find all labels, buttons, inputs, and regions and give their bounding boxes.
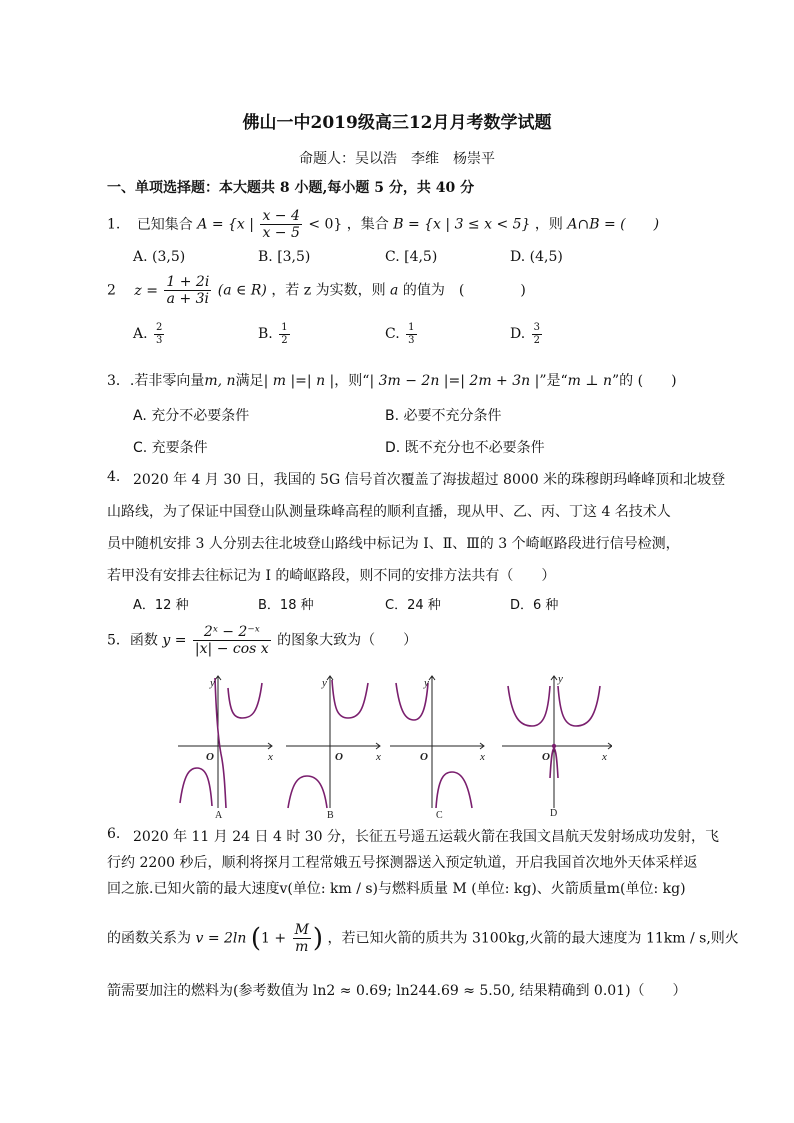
q6-number: 6. <box>107 826 121 842</box>
q3-mid2: ”是“ <box>539 373 568 389</box>
graph-b-origin: O <box>335 751 343 763</box>
q6-line-5: 箭需要加注的燃料为(参考数值为 ln2 ≈ 0.69; ln244.69 ≈ 5.50, 结果精确到 0.01)（ ） <box>107 983 687 999</box>
graph-c-label: C <box>436 810 443 820</box>
q3-option-c: C. 充要条件 <box>133 440 208 456</box>
q2-fraction <box>164 274 211 307</box>
q2-option-b-value <box>279 322 289 346</box>
q1-setA: A = {x | <box>197 216 254 233</box>
q4-option-b: B．18 种 <box>258 598 314 613</box>
graph-a <box>178 676 272 808</box>
q2-option-b-label: B. <box>258 326 273 342</box>
q3-stem: 3．.若非零向量 <box>107 373 205 389</box>
graph-c <box>390 676 484 808</box>
q4-number: 4. <box>107 469 121 485</box>
q2-frac-num: 1 + 2i <box>166 274 210 290</box>
q2-option-a-label: A. <box>133 326 148 342</box>
q2-option-c-label: C. <box>385 326 400 342</box>
q2-condition: (a ∈ R) <box>217 282 267 299</box>
graph-a-origin: O <box>206 751 214 763</box>
q6-line4-b: ，若已知火箭的质共为 3100kg,火箭的最大速度为 11km / s,则火 <box>327 930 739 947</box>
q1-stem-b: ，集合 <box>346 216 389 233</box>
q1-fraction <box>260 208 301 241</box>
q1-option-b: B. [3,5) <box>258 249 311 265</box>
q6-formula-left: v = 2ln <box>195 930 247 947</box>
q6-line-1: 2020 年 11 月 24 日 4 时 30 分，长征五号遥五运载火箭在我国文昌航天发射场成功发射，飞 <box>133 829 720 845</box>
q3-tail: ”的 ( ) <box>612 373 677 389</box>
q1-option-c: C. [4,5) <box>385 249 438 265</box>
question-3 <box>107 370 677 390</box>
q4-line-2: 山路线，为了保证中国登山队测量珠峰高程的顺利直播，现从甲、乙、丙、丁这 4 名技术人 <box>107 504 671 520</box>
graph-a-y-label: y <box>210 677 215 689</box>
q1-frac-den: x − 5 <box>262 225 300 242</box>
q6-paren-open: ( <box>250 923 262 954</box>
q6-paren-close: ) <box>312 923 324 954</box>
graph-a-x-label: x <box>268 751 273 763</box>
q1-stem-a: 已知集合 <box>136 216 193 233</box>
q2-option-b <box>258 322 292 346</box>
graph-d-x-label: x <box>602 751 607 763</box>
q2-option-a <box>133 322 166 346</box>
q5-stem: 5．函数 <box>107 632 158 649</box>
q3-option-b: B. 必要不充分条件 <box>385 408 502 424</box>
q3-option-d: D. 既不充分也不必要条件 <box>385 440 545 456</box>
q2-stem-tail: 的值为 ( ) <box>402 282 526 299</box>
q2-option-d-value <box>532 322 542 346</box>
q5-frac-num: 2ˣ − 2⁻ˣ <box>193 624 271 641</box>
authors-line: 命题人：吴以浩 李维 杨崇平 <box>299 151 495 167</box>
q1-setB: B = {x | 3 ≤ x < 5} <box>393 216 531 233</box>
q6-frac-num: M <box>294 922 309 938</box>
graph-d-origin: O <box>542 751 550 763</box>
graph-b-x-label: x <box>376 751 381 763</box>
q2-z: z = <box>134 282 158 299</box>
q2-option-c <box>385 322 419 346</box>
q1-setA-tail: < 0} <box>308 216 343 233</box>
q2-d-den: 2 <box>533 334 541 346</box>
q5-tail: 的图象大致为（ ） <box>277 632 418 649</box>
question-2 <box>107 274 526 307</box>
q3-option-a: A. 充分不必要条件 <box>133 408 250 424</box>
q6-formula-one: 1 + <box>261 930 287 947</box>
q3-expr1: | m |=| n | <box>263 373 335 389</box>
q4-option-d: D．6 种 <box>510 598 559 613</box>
q5-fraction <box>193 624 271 657</box>
q2-b-num: 1 <box>281 322 288 333</box>
q2-d-num: 3 <box>533 322 541 333</box>
q2-option-a-value <box>154 322 164 346</box>
question-1 <box>107 208 659 241</box>
q4-option-a: A．12 种 <box>133 598 189 613</box>
graph-d <box>502 676 612 808</box>
q3-expr2: | 3m − 2n |=| 2m + 3n | <box>369 373 540 389</box>
q1-option-d: D. (4,5) <box>510 249 563 265</box>
graph-a-label: A <box>215 810 223 820</box>
q2-option-d <box>510 322 544 346</box>
section-heading: 一、单项选择题：本大题共 8 小题,每小题 5 分，共 40 分 <box>107 180 475 196</box>
graph-d-y-label: y <box>558 673 563 685</box>
q6-line-4 <box>107 922 739 955</box>
q1-number: 1. <box>107 216 121 233</box>
q6-fraction <box>293 922 311 955</box>
q1-stem-c: ，则 <box>534 216 563 233</box>
q6-line-3: 回之旅.已知火箭的最大速度v(单位: km / s)与燃料质量 M (单位: kg)、火箭质量m(单位: kg) <box>107 881 686 897</box>
q4-line-4: 若甲没有安排去往标记为 Ⅰ 的崎岖路段，则不同的安排方法共有（ ） <box>107 568 556 584</box>
q2-option-c-value <box>406 322 416 346</box>
q5-frac-den: |x| − cos x <box>194 641 269 658</box>
graph-b <box>286 676 380 808</box>
q6-line4-a: 的函数关系为 <box>107 930 191 947</box>
q2-number: 2 <box>107 282 116 299</box>
q2-var: a <box>390 282 399 299</box>
q4-line-1: 2020 年 4 月 30 日，我国的 5G 信号首次覆盖了海拔超过 8000 米的珠穆朗玛峰峰顶和北坡登 <box>133 472 726 488</box>
q3-expr3: m ⊥ n <box>567 373 612 389</box>
q2-a-num: 2 <box>156 322 163 333</box>
q5-y: y = <box>162 632 187 649</box>
q1-frac-num: x − 4 <box>262 208 300 224</box>
q2-option-d-label: D. <box>510 326 526 342</box>
q1-answer-blank: A∩B = ( ) <box>567 216 660 233</box>
page-title: 佛山一中2019级高三12月月考数学试题 <box>242 113 552 133</box>
q3-mid: ，则“ <box>334 373 370 389</box>
graph-b-y-label: y <box>322 677 327 689</box>
q3-cond: 满足 <box>235 373 264 389</box>
q1-option-a: A. (3,5) <box>133 249 186 265</box>
q2-c-den: 3 <box>408 334 415 346</box>
graph-c-x-label: x <box>480 751 485 763</box>
graph-d-label: D <box>550 808 558 819</box>
q2-c-num: 1 <box>408 322 415 333</box>
q4-line-3: 员中随机安排 3 人分别去往北坡登山路线中标记为 Ⅰ、Ⅱ、Ⅲ的 3 个崎岖路段进行信号检测， <box>107 536 680 552</box>
graph-b-label: B <box>327 810 334 820</box>
q2-stem: ，若 z 为实数，则 <box>271 282 386 299</box>
q3-vectors: m, n <box>204 373 236 389</box>
question-5 <box>107 624 417 657</box>
q2-frac-den: a + 3i <box>166 291 210 308</box>
q5-graphs <box>172 668 612 820</box>
q4-option-c: C．24 种 <box>385 598 441 613</box>
graph-c-y-label: y <box>424 677 429 689</box>
q6-frac-den: m <box>295 939 309 956</box>
q2-a-den: 3 <box>156 334 163 346</box>
q2-b-den: 2 <box>281 334 288 346</box>
graph-c-origin: O <box>420 751 428 763</box>
q6-line-2: 行约 2200 秒后，顺利将探月工程常娥五号探测器送入预定轨道，开启我国首次地外天体采样返 <box>107 855 698 871</box>
